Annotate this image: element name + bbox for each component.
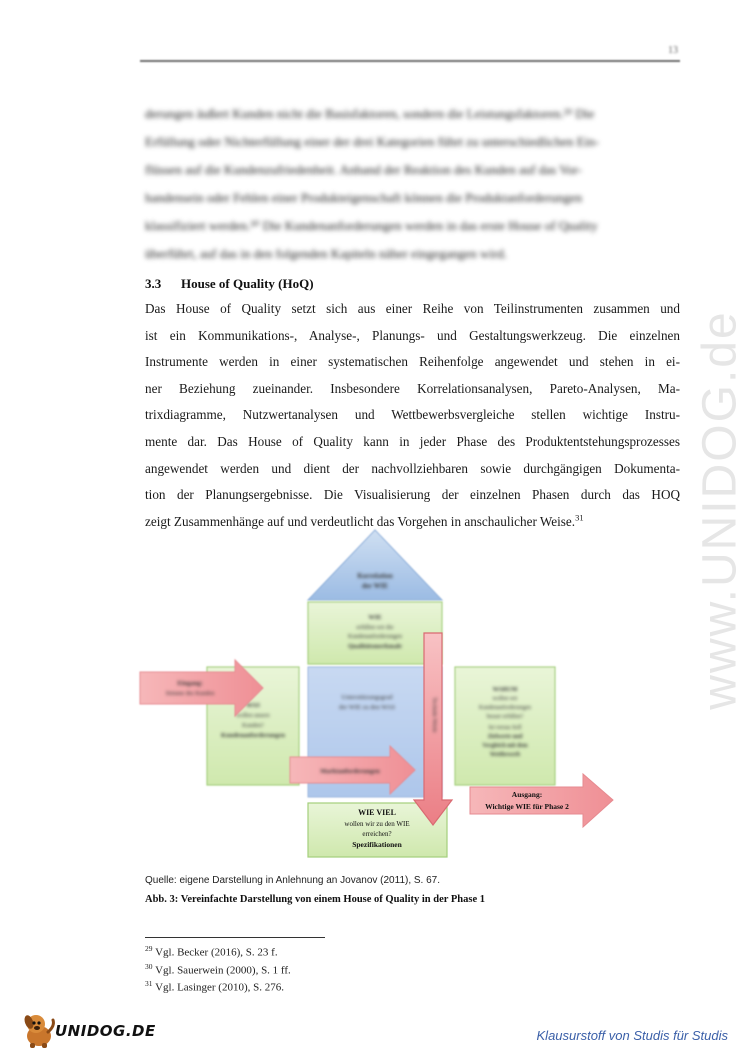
roof-label-line2: der WIE [362,582,388,590]
warum-label-line6: Zielwerte und [487,734,523,740]
footnote-text: Vgl. Becker (2016), S. 23 f. [155,946,278,959]
was-label-line1: WAS [245,702,261,709]
footer-slogan: Klausurstoff von Studis für Studis [536,1028,728,1043]
warum-label-line3: Kundenanforderungen [478,705,532,711]
body-line: trixdiagramme, Nutzwertanalysen und Wettbewerbsvergleiche stellen wichtige Instru- [145,407,680,423]
warum-label-line7: Vergleich mit dem [482,743,528,749]
blurred-line: Erfüllung oder Nichterfüllung einer der drei Kategorien führt zu unterschiedlichen Ein- [145,134,600,149]
footnote-number: 31 [145,979,153,989]
was-label-line3: Kunden? [242,723,264,729]
ausgang-label-line1: Ausgang: [511,790,543,799]
page-number: 13 [668,45,678,56]
warum-label-line5: Ist versus Soll [488,725,522,731]
hoq-diagram [135,525,635,865]
wie-label-line2: erfüllen wir die [356,625,394,631]
header-rule [140,60,680,62]
body-paragraph [145,296,680,535]
technik-werte-label: Technik-Werte [431,697,437,733]
eingang-label-line1: Eingang: [177,680,203,687]
warum-label-line8: Wettbewerb [489,752,521,758]
footnote-text: Vgl. Sauerwein (2000), S. 1 ff. [155,964,291,977]
body-line: angewendet werden und dient der nachvollziehbaren sowie durchgängigen Dokumenta- [145,460,680,476]
wie-label-line3: Kundenanforderungen [348,634,402,640]
ausgang-label-line2: Wichtige WIE für Phase 2 [485,802,569,811]
body-line: ner Beziehung zueinander. Insbesondere Korrelationsanalysen, Pareto-Analysen, Ma- [145,380,680,396]
eingang-label-line2: Stimme des Kunden [165,691,215,697]
wie-box [308,602,442,664]
watermark-text: www.UNIDOG.de [693,310,747,710]
unidog-logo[interactable] [22,1010,157,1050]
footnote-rule [145,937,325,938]
center-label-line1: Unterstützungsgrad [341,694,393,701]
roof-label-line1: Korrelation [357,572,393,580]
figure-source: Quelle: eigene Darstellung in Anlehnung an Jovanov (2011), S. 67. [145,875,441,886]
section-title: House of Quality (HoQ) [181,276,314,291]
wie-label-line4: Qualitätsmerkmale [348,643,402,650]
footnote-29 [145,942,291,960]
marktanforderungen-label: Marktanforderungen [320,768,380,775]
footnote-number: 29 [145,944,153,953]
blurred-line: handensein oder Fehlen einer Produkteigenschaft können die Produktanforderungen [145,190,583,205]
footnote-30 [145,960,291,978]
body-line: tion der Planungsergebnisse. Die Visualisierung der einzelnen Phasen durch das HOQ [145,487,680,503]
body-line: ist ein Kommunikations-, Analyse-, Planungs- und Gestaltungswerkzeug. Die einzelnen [145,327,680,343]
center-label-line2: der WIE zu den WAS [338,704,396,711]
wie-label-line1: WIE [368,614,382,621]
body-line: mente dar. Das House of Quality kann in jeder Phase des Produktentstehungsprozesses [145,433,680,449]
blurred-line: klassifiziert werden.³⁰ Die Kundenanforderungen werden in das erste House of Quality [145,218,598,233]
was-label-line4: Kundenanforderungen [221,732,285,739]
blurred-line: derungen äußert Kunden nicht die Basisfaktoren, sondern die Leistungsfaktoren.²⁹ Die [145,106,595,121]
logo-text: UNIDOG.DE [55,1022,156,1040]
warum-label-line2: wollen wir [492,696,518,702]
footnote-31 [145,977,291,995]
warum-label-line1: WARUM [492,686,518,693]
blurred-line: überführt, auf das in den folgenden Kapiteln näher eingegangen wird. [145,246,508,261]
section-number: 3.3 [145,276,162,291]
was-label-line2: wollen unsere [236,713,270,719]
wieviel-label-line1: WIE VIEL [358,808,396,817]
body-line: Instrumente werden in einer systematischen Reihenfolge angewendet und stehen in ei- [145,354,680,370]
blurred-line: flüssen auf die Kundenzufriedenheit. Anhand der Reaktion des Kunden auf das Vor- [145,162,582,177]
section-heading [145,276,314,292]
footnote-number: 30 [145,961,153,971]
watermark [650,280,750,740]
house-of-quality-figure [135,525,635,865]
figure-caption: Abb. 3: Vereinfachte Darstellung von einem House of Quality in der Phase 1 [145,894,485,905]
wieviel-label-line2: wollen wir zu den WIE [344,820,410,828]
blurred-paragraph [145,100,680,268]
footnote-reference: 31 [575,512,584,523]
wieviel-label-line3: erreichen? [362,830,392,838]
warum-label-line4: besser erfüllen? [486,714,524,720]
body-line-text: zeigt Zusammenhänge auf und verdeutlicht das Vorgehen in anschaulicher Weise. [145,513,576,529]
body-line: Das House of Quality setzt sich aus einer Reihe von Teilinstrumenten zusammen und [145,301,680,316]
footnotes [145,942,291,995]
wieviel-label-line4: Spezifikationen [352,840,402,849]
dog-mascot-icon [22,1010,58,1050]
footnote-text: Vgl. Lasinger (2010), S. 276. [155,981,284,994]
